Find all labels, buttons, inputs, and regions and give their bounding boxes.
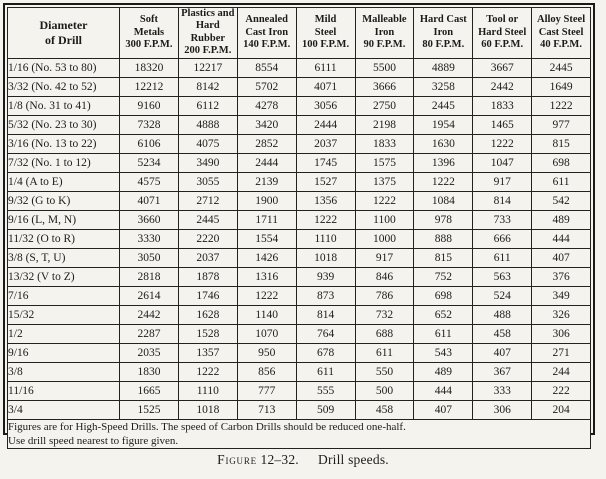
row-label-drill-diameter: 3/8 (S, T, U) [8, 248, 120, 267]
rpm-value-cell: 222 [532, 381, 591, 400]
rpm-value-cell: 1356 [296, 191, 355, 210]
rpm-value-cell: 939 [296, 267, 355, 286]
rpm-value-cell: 306 [532, 324, 591, 343]
rpm-value-cell: 2220 [178, 229, 237, 248]
column-header [473, 8, 532, 59]
rpm-value-cell: 2712 [178, 191, 237, 210]
rpm-value-cell: 1833 [473, 96, 532, 115]
rpm-value-cell: 1745 [296, 153, 355, 172]
rpm-value-cell: 542 [532, 191, 591, 210]
rpm-value-cell: 543 [414, 343, 473, 362]
rpm-value-cell: 5234 [120, 153, 179, 172]
rpm-value-cell: 333 [473, 381, 532, 400]
column-header-diameter [8, 8, 120, 59]
table-row [8, 286, 591, 305]
table-row [8, 210, 591, 229]
rpm-value-cell: 1525 [120, 400, 179, 419]
rpm-value-cell: 8142 [178, 77, 237, 96]
header-line: Iron [433, 26, 454, 38]
rpm-value-cell: 698 [414, 286, 473, 305]
rpm-value-cell: 1110 [296, 229, 355, 248]
row-label-drill-diameter: 13/32 (V to Z) [8, 267, 120, 286]
rpm-value-cell: 1222 [355, 191, 414, 210]
row-label-drill-diameter: 15/32 [8, 305, 120, 324]
rpm-value-cell: 611 [532, 172, 591, 191]
rpm-value-cell: 3666 [355, 77, 414, 96]
header-line: Hard Rubber [190, 20, 226, 44]
header-line: 140 F.P.M. [243, 38, 291, 50]
rpm-value-cell: 1830 [120, 362, 179, 381]
rpm-value-cell: 1316 [237, 267, 296, 286]
rpm-value-cell: 815 [532, 134, 591, 153]
row-label-drill-diameter: 11/16 [8, 381, 120, 400]
column-header [296, 8, 355, 59]
rpm-value-cell: 917 [473, 172, 532, 191]
rpm-value-cell: 4888 [178, 115, 237, 134]
rpm-value-cell: 950 [237, 343, 296, 362]
rpm-value-cell: 4278 [237, 96, 296, 115]
table-row [8, 248, 591, 267]
row-label-drill-diameter: 3/8 [8, 362, 120, 381]
rpm-value-cell: 1746 [178, 286, 237, 305]
rpm-value-cell: 1426 [237, 248, 296, 267]
rpm-value-cell: 2139 [237, 172, 296, 191]
table-row [8, 77, 591, 96]
rpm-value-cell: 444 [414, 381, 473, 400]
header-line: Hard Steel [478, 26, 527, 38]
rpm-value-cell: 8554 [237, 58, 296, 77]
rpm-value-cell: 3055 [178, 172, 237, 191]
header-line: 200 F.P.M. [184, 45, 232, 57]
rpm-value-cell: 489 [532, 210, 591, 229]
rpm-value-cell: 2444 [296, 115, 355, 134]
rpm-value-cell: 458 [473, 324, 532, 343]
rpm-value-cell: 2818 [120, 267, 179, 286]
header-line: Iron [374, 26, 395, 38]
header-line: Metals [133, 26, 165, 38]
header-line: 80 F.P.M. [422, 38, 465, 50]
rpm-value-cell: 407 [414, 400, 473, 419]
rpm-value-cell: 2444 [237, 153, 296, 172]
rpm-value-cell: 12212 [120, 77, 179, 96]
header-line: Diameter [39, 17, 88, 32]
rpm-value-cell: 1222 [178, 362, 237, 381]
rpm-value-cell: 2037 [178, 248, 237, 267]
rpm-value-cell: 1070 [237, 324, 296, 343]
rpm-value-cell: 666 [473, 229, 532, 248]
rpm-value-cell: 271 [532, 343, 591, 362]
rpm-value-cell: 500 [355, 381, 414, 400]
rpm-value-cell: 1047 [473, 153, 532, 172]
column-header [414, 8, 473, 59]
rpm-value-cell: 3420 [237, 115, 296, 134]
header-line: Soft [139, 14, 158, 26]
rpm-value-cell: 977 [532, 115, 591, 134]
row-label-drill-diameter: 1/16 (No. 53 to 80) [8, 58, 120, 77]
rpm-value-cell: 814 [296, 305, 355, 324]
rpm-value-cell: 4071 [296, 77, 355, 96]
header-line: Cast Steel [538, 26, 584, 38]
table-row [8, 305, 591, 324]
drill-speeds-table-frame [3, 3, 595, 447]
rpm-value-cell: 1711 [237, 210, 296, 229]
table-row [8, 153, 591, 172]
rpm-value-cell: 7328 [120, 115, 179, 134]
table-row [8, 172, 591, 191]
drill-speeds-table [7, 7, 591, 449]
rpm-value-cell: 2614 [120, 286, 179, 305]
rpm-value-cell: 815 [414, 248, 473, 267]
column-header [178, 8, 237, 59]
table-row [8, 96, 591, 115]
table-row [8, 362, 591, 381]
rpm-value-cell: 550 [355, 362, 414, 381]
column-header [355, 8, 414, 59]
rpm-value-cell: 1110 [178, 381, 237, 400]
rpm-value-cell: 349 [532, 286, 591, 305]
rpm-value-cell: 978 [414, 210, 473, 229]
row-label-drill-diameter: 1/2 [8, 324, 120, 343]
row-label-drill-diameter: 3/16 (No. 13 to 22) [8, 134, 120, 153]
rpm-value-cell: 1665 [120, 381, 179, 400]
rpm-value-cell: 752 [414, 267, 473, 286]
rpm-value-cell: 3660 [120, 210, 179, 229]
rpm-value-cell: 2750 [355, 96, 414, 115]
row-label-drill-diameter: 1/8 (No. 31 to 41) [8, 96, 120, 115]
rpm-value-cell: 1900 [237, 191, 296, 210]
rpm-value-cell: 6112 [178, 96, 237, 115]
rpm-value-cell: 3490 [178, 153, 237, 172]
row-label-drill-diameter: 1/4 (A to E) [8, 172, 120, 191]
rpm-value-cell: 1000 [355, 229, 414, 248]
rpm-value-cell: 407 [532, 248, 591, 267]
row-label-drill-diameter: 7/16 [8, 286, 120, 305]
rpm-value-cell: 2035 [120, 343, 179, 362]
row-label-drill-diameter: 9/16 [8, 343, 120, 362]
header-line: Plastics and [181, 8, 235, 19]
rpm-value-cell: 1954 [414, 115, 473, 134]
header-line: 90 F.P.M. [363, 38, 406, 50]
rpm-value-cell: 1465 [473, 115, 532, 134]
row-label-drill-diameter: 5/32 (No. 23 to 30) [8, 115, 120, 134]
header-line: 40 F.P.M. [540, 38, 582, 50]
rpm-value-cell: 4075 [178, 134, 237, 153]
rpm-value-cell: 1527 [296, 172, 355, 191]
rpm-value-cell: 611 [355, 343, 414, 362]
rpm-value-cell: 846 [355, 267, 414, 286]
caption-figure-word: Figure [217, 452, 257, 467]
rpm-value-cell: 1554 [237, 229, 296, 248]
row-label-drill-diameter: 3/4 [8, 400, 120, 419]
rpm-value-cell: 5702 [237, 77, 296, 96]
footnote-row [8, 419, 591, 449]
rpm-value-cell: 2852 [237, 134, 296, 153]
rpm-value-cell: 3330 [120, 229, 179, 248]
table-row [8, 134, 591, 153]
header-line: of Drill [45, 32, 82, 47]
table-row [8, 58, 591, 77]
rpm-value-cell: 3050 [120, 248, 179, 267]
rpm-value-cell: 1100 [355, 210, 414, 229]
table-body [8, 58, 591, 419]
rpm-value-cell: 1628 [178, 305, 237, 324]
header-line: 60 F.P.M. [481, 38, 524, 50]
rpm-value-cell: 1018 [178, 400, 237, 419]
rpm-value-cell: 18320 [120, 58, 179, 77]
rpm-value-cell: 204 [532, 400, 591, 419]
rpm-value-cell: 2198 [355, 115, 414, 134]
rpm-value-cell: 376 [532, 267, 591, 286]
table-row [8, 400, 591, 419]
caption-text: Drill speeds. [318, 452, 389, 467]
rpm-value-cell: 698 [532, 153, 591, 172]
column-header [532, 8, 591, 59]
rpm-value-cell: 1528 [178, 324, 237, 343]
rpm-value-cell: 4889 [414, 58, 473, 77]
rpm-value-cell: 1222 [532, 96, 591, 115]
rpm-value-cell: 458 [355, 400, 414, 419]
table-header [8, 8, 591, 59]
rpm-value-cell: 611 [296, 362, 355, 381]
rpm-value-cell: 1222 [414, 172, 473, 191]
footnote-line-2: Use drill speed nearest to figure given. [8, 434, 179, 447]
rpm-value-cell: 814 [473, 191, 532, 210]
row-label-drill-diameter: 11/32 (O to R) [8, 229, 120, 248]
header-line: Malleable [362, 14, 407, 26]
rpm-value-cell: 688 [355, 324, 414, 343]
rpm-value-cell: 2037 [296, 134, 355, 153]
rpm-value-cell: 367 [473, 362, 532, 381]
row-label-drill-diameter: 9/16 (L, M, N) [8, 210, 120, 229]
rpm-value-cell: 856 [237, 362, 296, 381]
rpm-value-cell: 1222 [296, 210, 355, 229]
row-label-drill-diameter: 9/32 (G to K) [8, 191, 120, 210]
header-line: Cast Iron [245, 26, 289, 38]
rpm-value-cell: 3258 [414, 77, 473, 96]
rpm-value-cell: 1575 [355, 153, 414, 172]
table-row [8, 267, 591, 286]
rpm-value-cell: 489 [414, 362, 473, 381]
header-line: Mild [314, 14, 337, 26]
rpm-value-cell: 2287 [120, 324, 179, 343]
caption-figure-number: 12–32. [260, 452, 299, 467]
header-line: Tool or [486, 14, 519, 26]
table-row [8, 381, 591, 400]
rpm-value-cell: 5500 [355, 58, 414, 77]
rpm-value-cell: 306 [473, 400, 532, 419]
rpm-value-cell: 1649 [532, 77, 591, 96]
rpm-value-cell: 326 [532, 305, 591, 324]
rpm-value-cell: 488 [473, 305, 532, 324]
rpm-value-cell: 524 [473, 286, 532, 305]
header-line: 100 F.P.M. [302, 38, 350, 50]
rpm-value-cell: 786 [355, 286, 414, 305]
footnote [8, 419, 591, 449]
table-row [8, 191, 591, 210]
rpm-value-cell: 3056 [296, 96, 355, 115]
header-row [8, 8, 591, 59]
rpm-value-cell: 444 [532, 229, 591, 248]
rpm-value-cell: 3667 [473, 58, 532, 77]
rpm-value-cell: 407 [473, 343, 532, 362]
rpm-value-cell: 1630 [414, 134, 473, 153]
rpm-value-cell: 1833 [355, 134, 414, 153]
column-header [237, 8, 296, 59]
table-row [8, 115, 591, 134]
rpm-value-cell: 1878 [178, 267, 237, 286]
rpm-value-cell: 555 [296, 381, 355, 400]
rpm-value-cell: 917 [355, 248, 414, 267]
rpm-value-cell: 9160 [120, 96, 179, 115]
rpm-value-cell: 678 [296, 343, 355, 362]
header-line: Annealed [245, 14, 288, 26]
rpm-value-cell: 509 [296, 400, 355, 419]
table-row [8, 343, 591, 362]
header-line: Hard Cast [419, 14, 467, 26]
rpm-value-cell: 1018 [296, 248, 355, 267]
rpm-value-cell: 611 [414, 324, 473, 343]
column-header [120, 8, 179, 59]
rpm-value-cell: 764 [296, 324, 355, 343]
row-label-drill-diameter: 3/32 (No. 42 to 52) [8, 77, 120, 96]
rpm-value-cell: 1357 [178, 343, 237, 362]
rpm-value-cell: 2445 [414, 96, 473, 115]
rpm-value-cell: 777 [237, 381, 296, 400]
rpm-value-cell: 1084 [414, 191, 473, 210]
rpm-value-cell: 1222 [473, 134, 532, 153]
rpm-value-cell: 563 [473, 267, 532, 286]
rpm-value-cell: 6111 [296, 58, 355, 77]
rpm-value-cell: 2445 [178, 210, 237, 229]
rpm-value-cell: 1140 [237, 305, 296, 324]
rpm-value-cell: 1396 [414, 153, 473, 172]
rpm-value-cell: 1375 [355, 172, 414, 191]
rpm-value-cell: 733 [473, 210, 532, 229]
rpm-value-cell: 888 [414, 229, 473, 248]
rpm-value-cell: 12217 [178, 58, 237, 77]
rpm-value-cell: 732 [355, 305, 414, 324]
rpm-value-cell: 4071 [120, 191, 179, 210]
table-row [8, 229, 591, 248]
rpm-value-cell: 244 [532, 362, 591, 381]
rpm-value-cell: 2442 [473, 77, 532, 96]
header-line: 300 F.P.M. [125, 38, 173, 50]
header-line: Alloy Steel [537, 14, 586, 26]
header-line: Steel [314, 26, 337, 38]
rpm-value-cell: 4575 [120, 172, 179, 191]
rpm-value-cell: 873 [296, 286, 355, 305]
rpm-value-cell: 2442 [120, 305, 179, 324]
figure-caption [0, 452, 606, 468]
footnote-line-1: Figures are for High-Speed Drills. The speed of Carbon Drills should be reduced one-half. [8, 420, 406, 433]
table-row [8, 324, 591, 343]
rpm-value-cell: 6106 [120, 134, 179, 153]
rpm-value-cell: 611 [473, 248, 532, 267]
row-label-drill-diameter: 7/32 (No. 1 to 12) [8, 153, 120, 172]
rpm-value-cell: 2445 [532, 58, 591, 77]
rpm-value-cell: 1222 [237, 286, 296, 305]
rpm-value-cell: 713 [237, 400, 296, 419]
rpm-value-cell: 652 [414, 305, 473, 324]
